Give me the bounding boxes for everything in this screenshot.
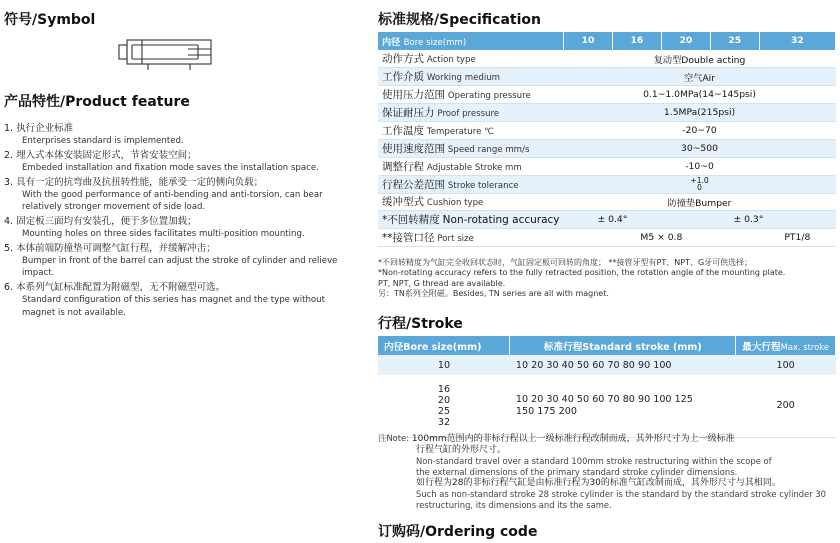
stroke-row bbox=[378, 355, 836, 375]
spec-value: 防撞垫Bumper bbox=[564, 193, 836, 211]
feature-text-en: Bumper in front of the barrel can adjust the stroke of cylinder and relieve impact. bbox=[22, 256, 338, 279]
feature-text-en: Mounting holes on three sides facilitates multi-position mounting. bbox=[22, 229, 305, 240]
stroke-max: 200 bbox=[736, 375, 836, 437]
note-prefix: 注Note: bbox=[378, 433, 410, 443]
feature-text: 6. 本系列气缸标准配置为附磁型，无不附磁型可选。 bbox=[4, 281, 226, 293]
note-line: PT, NPT, G thread are available. bbox=[378, 278, 506, 288]
spec-row-pressure: 使用压力范围 Operating pressure 0.1~1.0MPa(14~145psi) bbox=[378, 86, 836, 104]
stroke-note bbox=[378, 433, 838, 511]
note-line: restructuring, its dimensions and its the same. bbox=[416, 500, 612, 510]
feature-heading: 产品特性/Product feature bbox=[4, 94, 190, 110]
spec-value: 0.1~1.0MPa(14~145psi) bbox=[564, 86, 836, 104]
feature-item bbox=[4, 282, 344, 319]
spec-value: PT1/8 bbox=[759, 229, 835, 247]
feature-list bbox=[4, 123, 344, 319]
bore-size-col: 16 bbox=[612, 32, 661, 50]
symbol-heading: 符号/Symbol bbox=[4, 12, 96, 28]
spec-header-row bbox=[378, 32, 836, 50]
stroke-table bbox=[378, 336, 836, 438]
bore-size-col: 20 bbox=[661, 32, 710, 50]
stroke-std-header: 标准行程Standard stroke (mm) bbox=[510, 336, 736, 355]
note-line: *不回转精度为气缸完全收回状态时，气缸固定板可回转的角度； **接管牙型有PT、NPT、G牙可供选择； bbox=[378, 258, 753, 267]
feature-text: 1. 执行企业标准 bbox=[4, 123, 74, 134]
spec-value: ± 0.3° bbox=[661, 211, 835, 229]
note-line: Non-standard travel over a standard 100mm stroke restructuring within the scope of bbox=[416, 456, 772, 466]
stroke-std: 10 20 30 40 50 60 70 80 90 100 bbox=[510, 355, 736, 375]
note-line: 另：TN系列全附磁。Besides, TN series are all with magnet. bbox=[378, 289, 609, 299]
stroke-row bbox=[378, 375, 836, 437]
feature-text: 5. 本体前端防撞垫可调整气缸行程，并缓解冲击； bbox=[4, 242, 216, 254]
feature-text-en: With the good performance of anti-bending and anti-torsion, can bear relatively stronger movement of side load. bbox=[22, 190, 323, 213]
feature-item bbox=[4, 216, 344, 241]
feature-item bbox=[4, 177, 344, 214]
spec-value: -20~70 bbox=[564, 121, 836, 139]
spec-row-medium: 工作介质 Working medium 空气Air bbox=[378, 68, 836, 86]
note-line: 行程气缸的外形尺寸。 bbox=[416, 445, 507, 455]
note-line: *Non-rotating accuracy refers to the fully retracted position, the rotation angle of the mounting plate. bbox=[378, 268, 786, 278]
spec-row-cushion: 缓冲型式 Cushion type 防撞垫Bumper bbox=[378, 193, 836, 211]
feature-text-en: Enterprises standard is implemented. bbox=[22, 136, 184, 147]
note-line: Such as non-standard stroke 28 stroke cylinder is the standard by the standard stroke cylinder 30 bbox=[416, 489, 827, 499]
spec-table bbox=[378, 32, 836, 247]
stroke-bore-header: 内径Bore size(mm) bbox=[378, 336, 510, 355]
stroke-bore: 16 20 25 32 bbox=[378, 375, 510, 437]
spec-row-port: **接管口径 Port size M5 × 0.8 PT1/8 bbox=[378, 229, 836, 247]
note-line: the external dimensions of the primary standard stroke cylinder dimensions. bbox=[416, 467, 738, 477]
bore-size-col: 32 bbox=[759, 32, 835, 50]
spec-row-tolerance: 行程公差范围 Stroke tolerance +1.0 0 bbox=[378, 175, 836, 193]
stroke-heading: 行程/Stroke bbox=[378, 316, 463, 332]
stroke-bore: 10 bbox=[378, 355, 510, 375]
cylinder-symbol-icon bbox=[118, 36, 214, 72]
spec-value: 30~500 bbox=[564, 139, 836, 157]
spec-row-speed: 使用速度范围 Speed range mm/s 30~500 bbox=[378, 139, 836, 157]
bore-size-header: 内径 Bore size(mm) bbox=[378, 32, 564, 50]
spec-value: ± 0.4° bbox=[564, 211, 662, 229]
spec-value: 空气Air bbox=[564, 68, 836, 86]
spec-value: 1.5MPa(215psi) bbox=[564, 104, 836, 122]
spec-value: -10~0 bbox=[564, 157, 836, 175]
stroke-max: 100 bbox=[736, 355, 836, 375]
feature-text: 2. 埋入式本体安装固定形式，节省安装空间； bbox=[4, 149, 197, 161]
feature-text: 3. 具有一定的抗弯曲及抗扭转性能，能承受一定的侧向负载； bbox=[4, 176, 264, 188]
ordering-heading: 订购码/Ordering code bbox=[378, 524, 538, 540]
spec-row-temperature: 工作温度 Temperature ℃ -20~70 bbox=[378, 121, 836, 139]
tolerance-lower: 0 bbox=[697, 183, 702, 193]
stroke-header-row bbox=[378, 336, 836, 355]
feature-text: 4. 固定板三面均有安装孔，便于多位置加载； bbox=[4, 215, 197, 227]
spec-heading: 标准规格/Specification bbox=[378, 12, 542, 28]
spec-row-nonrotating: *不回转精度 Non-rotating accuracy ± 0.4° ± 0.3° bbox=[378, 211, 836, 229]
tolerance-upper: +1.0 bbox=[690, 176, 709, 186]
spec-row-proof: 保证耐压力 Proof pressure 1.5MPa(215psi) bbox=[378, 104, 836, 122]
spec-value bbox=[564, 175, 836, 193]
note-line: 100mm范围内的非标行程以上一级标准行程改制而成，其外形尺寸为上一级标准 bbox=[411, 434, 735, 444]
feature-item bbox=[4, 123, 344, 148]
feature-text-en: Embeded installation and fixation mode saves the installation space. bbox=[22, 163, 319, 174]
stroke-std: 10 20 30 40 50 60 70 80 90 100 125 150 175 200 bbox=[510, 375, 736, 437]
stroke-max-header: 最大行程Max. stroke bbox=[736, 336, 836, 355]
spec-row-adjust: 调整行程 Adjustable Stroke mm -10~0 bbox=[378, 157, 836, 175]
bore-size-col: 25 bbox=[710, 32, 759, 50]
note-line: 如行程为28的非标行程气缸是由标准行程为30的标准气缸改制而成，其外形尺寸与其相同。 bbox=[416, 478, 781, 488]
spec-value: M5 × 0.8 bbox=[564, 229, 760, 247]
feature-item bbox=[4, 150, 344, 175]
spec-value: 复动型Double acting bbox=[564, 50, 836, 68]
spec-notes bbox=[378, 258, 838, 300]
feature-text-en: Standard configuration of this series has magnet and the type without magnet is not available. bbox=[22, 295, 325, 318]
bore-size-col: 10 bbox=[564, 32, 613, 50]
spec-row-action: 动作方式 Action type 复动型Double acting bbox=[378, 50, 836, 68]
feature-item bbox=[4, 243, 344, 280]
